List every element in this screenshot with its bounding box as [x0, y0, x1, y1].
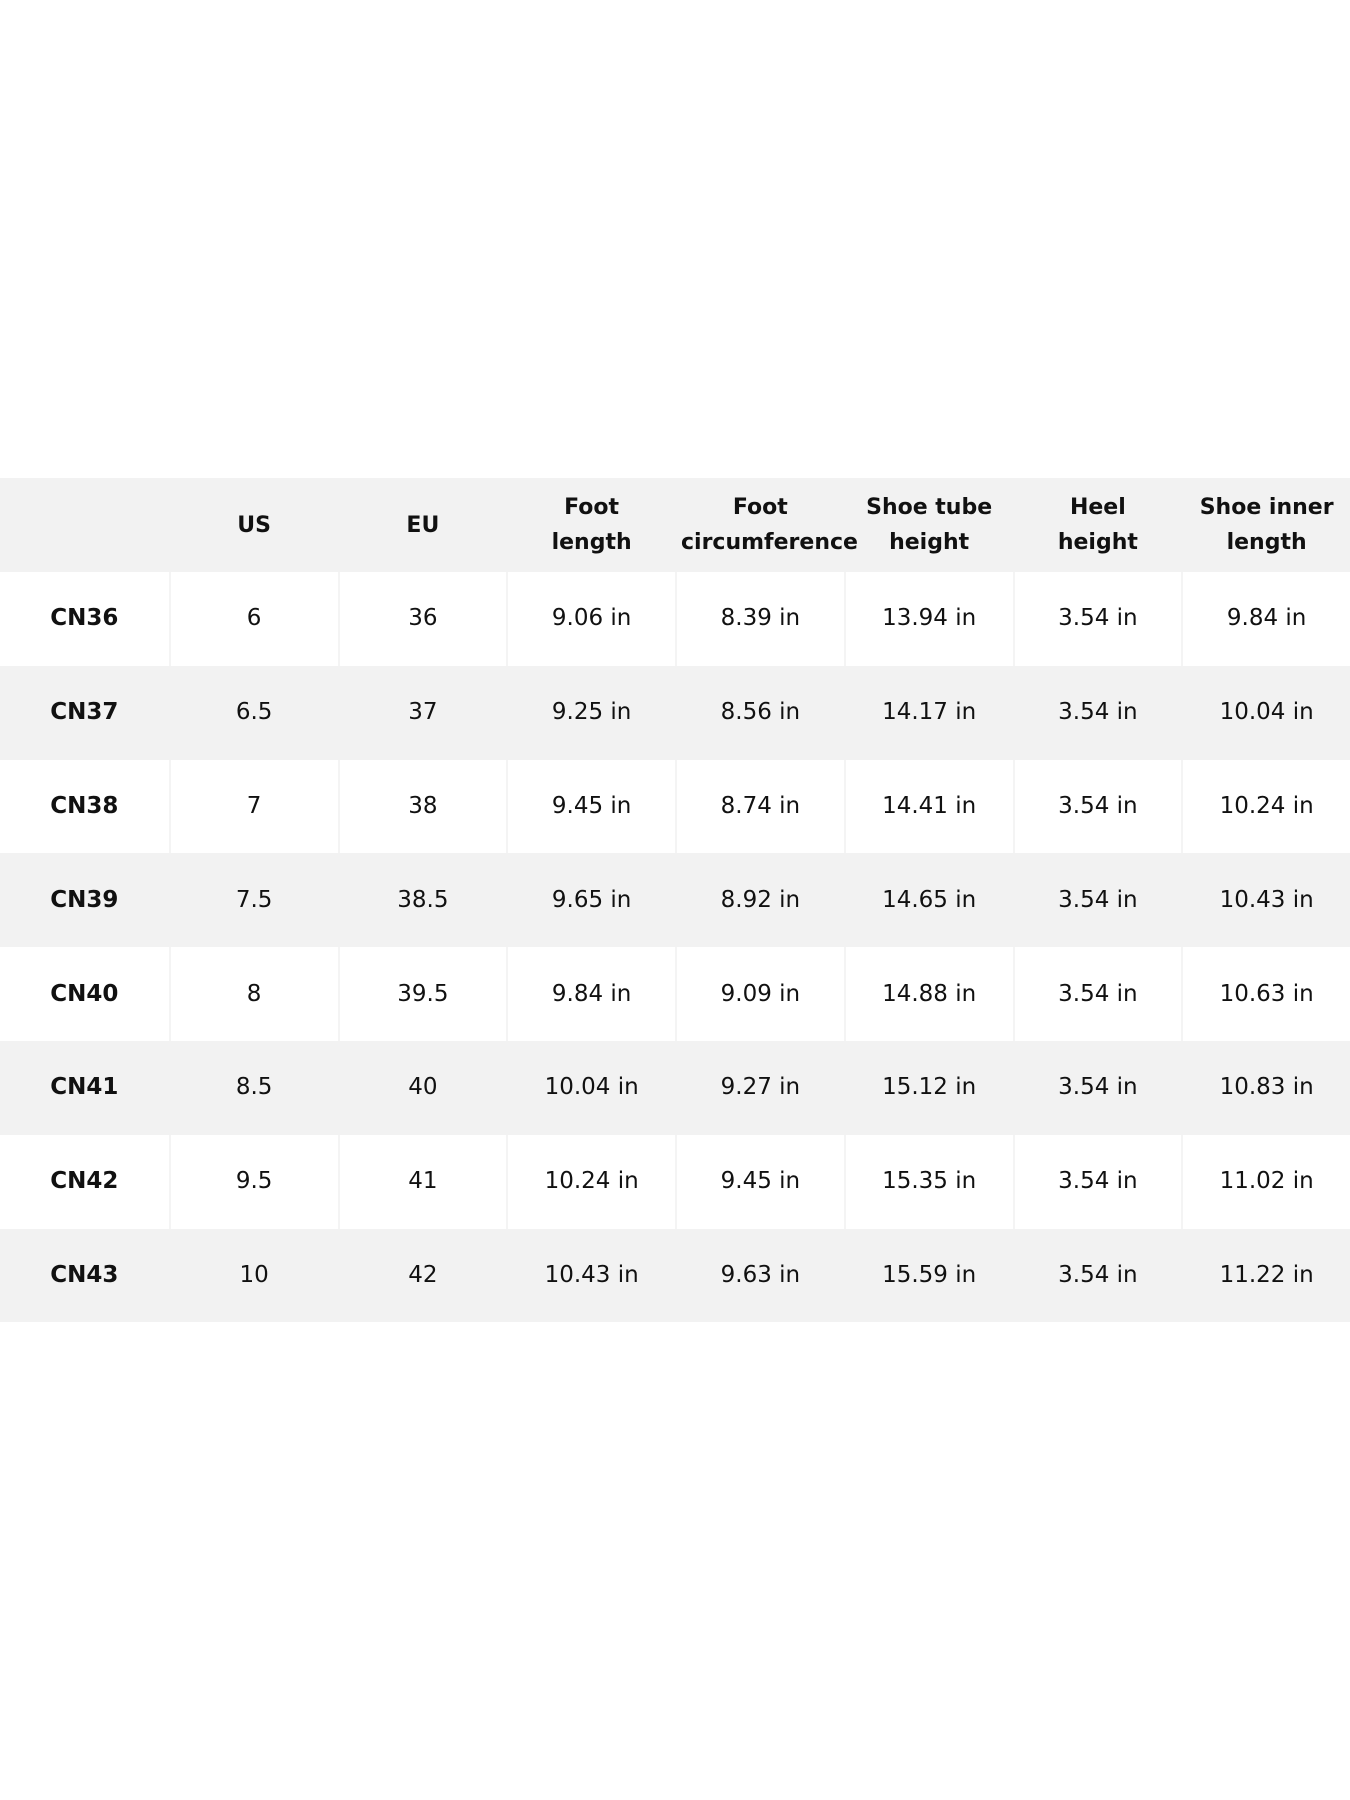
cell-foot-circumference: 8.39 in [675, 572, 844, 666]
cell-heel-height: 3.54 in [1013, 1041, 1182, 1135]
cell-eu: 40 [338, 1041, 507, 1135]
header-line: circumference [681, 530, 858, 555]
header-line: Shoe inner [1199, 495, 1334, 520]
cell-eu: 36 [338, 572, 507, 666]
cell-foot-length: 9.65 in [506, 853, 675, 947]
cell-heel-height: 3.54 in [1013, 666, 1182, 760]
header-row [0, 478, 1350, 572]
header-line: height [889, 530, 970, 555]
header-line: Foot [564, 495, 620, 520]
cell-shoe-inner-length: 11.22 in [1181, 1229, 1350, 1323]
cell-size: CN37 [0, 666, 169, 760]
cell-foot-length: 10.43 in [506, 1229, 675, 1323]
header-cell-foot-length [506, 478, 675, 572]
cell-eu: 41 [338, 1135, 507, 1229]
header-line: height [1057, 530, 1138, 555]
cell-eu: 38.5 [338, 853, 507, 947]
cell-size: CN40 [50, 980, 119, 1007]
table-row [0, 853, 1350, 947]
cell-shoe-tube-height: 15.35 in [844, 1135, 1013, 1229]
cell-shoe-inner-length: 11.02 in [1181, 1135, 1350, 1229]
cell-foot-circumference: 8.56 in [675, 666, 844, 760]
cell-us: 9.5 [169, 1135, 338, 1229]
cell-eu: 39.5 [338, 947, 507, 1041]
header-cell-size [0, 478, 169, 572]
cell-us: 8.5 [169, 1041, 338, 1135]
cell-foot-length: 9.84 in [506, 947, 675, 1041]
cell-us: 10 [169, 1229, 338, 1323]
header-cell-shoe-inner-length [1181, 478, 1350, 572]
cell-size: CN42 [50, 1168, 119, 1195]
cell-foot-length: 9.45 in [506, 760, 675, 854]
header-cell-foot-circumference [675, 478, 858, 572]
cell-size: CN43 [0, 1229, 169, 1323]
size-chart-table [0, 478, 1350, 1322]
cell-foot-circumference: 9.27 in [675, 1041, 844, 1135]
cell-shoe-tube-height: 13.94 in [844, 572, 1013, 666]
header-cell-heel-height [1013, 478, 1182, 572]
cell-shoe-inner-length: 10.04 in [1181, 666, 1350, 760]
cell-shoe-tube-height: 14.65 in [844, 853, 1013, 947]
cell-size: CN38 [50, 792, 119, 819]
cell-eu: 42 [338, 1229, 507, 1323]
cell-heel-height: 3.54 in [1013, 1229, 1182, 1323]
cell-foot-circumference: 8.92 in [675, 853, 844, 947]
table-row [0, 760, 1350, 854]
table-body [0, 572, 1350, 1322]
cell-eu: 38 [338, 760, 507, 854]
cell-foot-length: 10.24 in [506, 1135, 675, 1229]
cell-size: CN36 [50, 605, 119, 632]
cell-shoe-inner-length: 10.43 in [1181, 853, 1350, 947]
header-cell-eu: EU [338, 478, 507, 572]
cell-shoe-tube-height: 15.12 in [844, 1041, 1013, 1135]
cell-heel-height: 3.54 in [1013, 853, 1182, 947]
cell-foot-length: 9.06 in [506, 572, 675, 666]
cell-foot-length: 10.04 in [506, 1041, 675, 1135]
cell-shoe-inner-length: 10.83 in [1181, 1041, 1350, 1135]
cell-us: 6 [169, 572, 338, 666]
table-row [0, 572, 1350, 666]
header-line: Heel [1069, 495, 1126, 520]
cell-us: 6.5 [169, 666, 338, 760]
header-line: Shoe tube [866, 495, 993, 520]
cell-shoe-tube-height: 14.88 in [844, 947, 1013, 1041]
cell-foot-length: 9.25 in [506, 666, 675, 760]
cell-heel-height: 3.54 in [1013, 760, 1182, 854]
cell-foot-circumference: 9.09 in [675, 947, 844, 1041]
cell-foot-circumference: 9.45 in [675, 1135, 844, 1229]
table-row [0, 1229, 1350, 1323]
cell-heel-height: 3.54 in [1013, 947, 1182, 1041]
cell-us: 7.5 [169, 853, 338, 947]
cell-us: 8 [169, 947, 338, 1041]
cell-foot-circumference: 8.74 in [675, 760, 844, 854]
header-line: length [1226, 530, 1307, 555]
cell-shoe-inner-length: 9.84 in [1181, 572, 1350, 666]
cell-shoe-tube-height: 14.17 in [844, 666, 1013, 760]
header-line: Foot [732, 495, 788, 520]
cell-shoe-inner-length: 10.63 in [1181, 947, 1350, 1041]
cell-heel-height: 3.54 in [1013, 572, 1182, 666]
cell-size: CN41 [0, 1041, 169, 1135]
cell-size: CN39 [0, 853, 169, 947]
cell-eu: 37 [338, 666, 507, 760]
header-line: length [551, 530, 632, 555]
table-row [0, 947, 1350, 1041]
header-cell-shoe-tube-height [844, 478, 1013, 572]
table-row [0, 666, 1350, 760]
table-row [0, 1135, 1350, 1229]
cell-us: 7 [169, 760, 338, 854]
table-row [0, 1041, 1350, 1135]
table-header [0, 478, 1350, 572]
header-cell-us: US [169, 478, 338, 572]
cell-heel-height: 3.54 in [1013, 1135, 1182, 1229]
cell-shoe-tube-height: 14.41 in [844, 760, 1013, 854]
cell-shoe-inner-length: 10.24 in [1181, 760, 1350, 854]
cell-shoe-tube-height: 15.59 in [844, 1229, 1013, 1323]
cell-foot-circumference: 9.63 in [675, 1229, 844, 1323]
